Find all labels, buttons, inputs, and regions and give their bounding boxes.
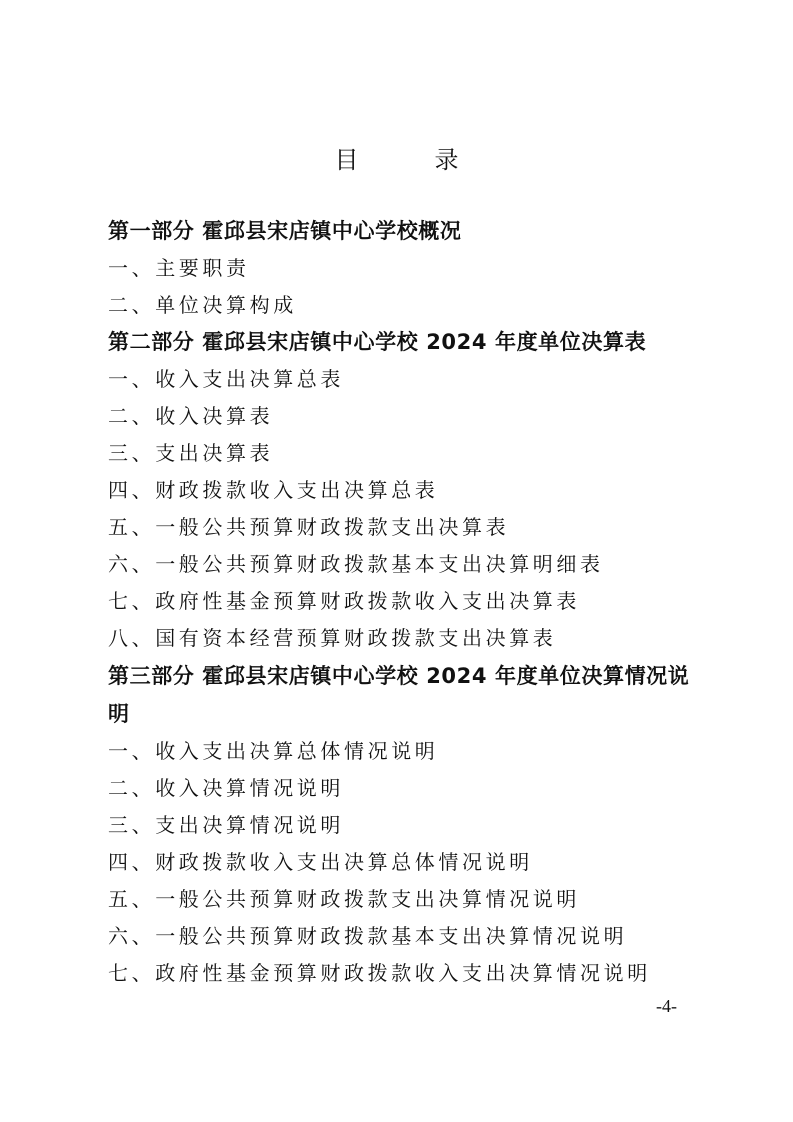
toc-item[interactable]: 五、一般公共预算财政拨款支出决算表 [108, 515, 510, 539]
toc-item[interactable]: 二、收入决算表 [108, 404, 274, 428]
toc-item[interactable]: 二、单位决算构成 [108, 293, 297, 317]
toc-item[interactable]: 三、支出决算情况说明 [108, 813, 344, 837]
toc-part-3-title[interactable]: 第三部分 霍邱县宋店镇中心学校 2024 年度单位决算情况说明 [108, 664, 690, 726]
toc-item[interactable]: 一、主要职责 [108, 256, 250, 280]
toc-item[interactable]: 二、收入决算情况说明 [108, 776, 344, 800]
toc-item[interactable]: 六、一般公共预算财政拨款基本支出决算明细表 [108, 552, 604, 576]
toc-item[interactable]: 三、支出决算表 [108, 441, 274, 465]
toc-item[interactable]: 四、财政拨款收入支出决算总体情况说明 [108, 850, 533, 874]
toc-item[interactable]: 五、一般公共预算财政拨款支出决算情况说明 [108, 887, 580, 911]
toc-item[interactable]: 六、一般公共预算财政拨款基本支出决算情况说明 [108, 924, 628, 948]
toc-part-1-title[interactable]: 第一部分 霍邱县宋店镇中心学校概况 [108, 219, 462, 243]
toc-item[interactable]: 一、收入支出决算总体情况说明 [108, 739, 439, 763]
page-number: -4- [656, 996, 677, 1016]
toc-item[interactable]: 八、国有资本经营预算财政拨款支出决算表 [108, 626, 557, 650]
toc-part-2-title[interactable]: 第二部分 霍邱县宋店镇中心学校 2024 年度单位决算表 [108, 330, 647, 354]
toc-item[interactable]: 七、政府性基金预算财政拨款收入支出决算情况说明 [108, 961, 651, 985]
toc-item[interactable]: 七、政府性基金预算财政拨款收入支出决算表 [108, 589, 580, 613]
toc-item[interactable]: 一、收入支出决算总表 [108, 367, 344, 391]
table-of-contents [108, 213, 698, 992]
toc-item[interactable]: 四、财政拨款收入支出决算总表 [108, 478, 439, 502]
page-title: 目 录 [334, 146, 485, 174]
